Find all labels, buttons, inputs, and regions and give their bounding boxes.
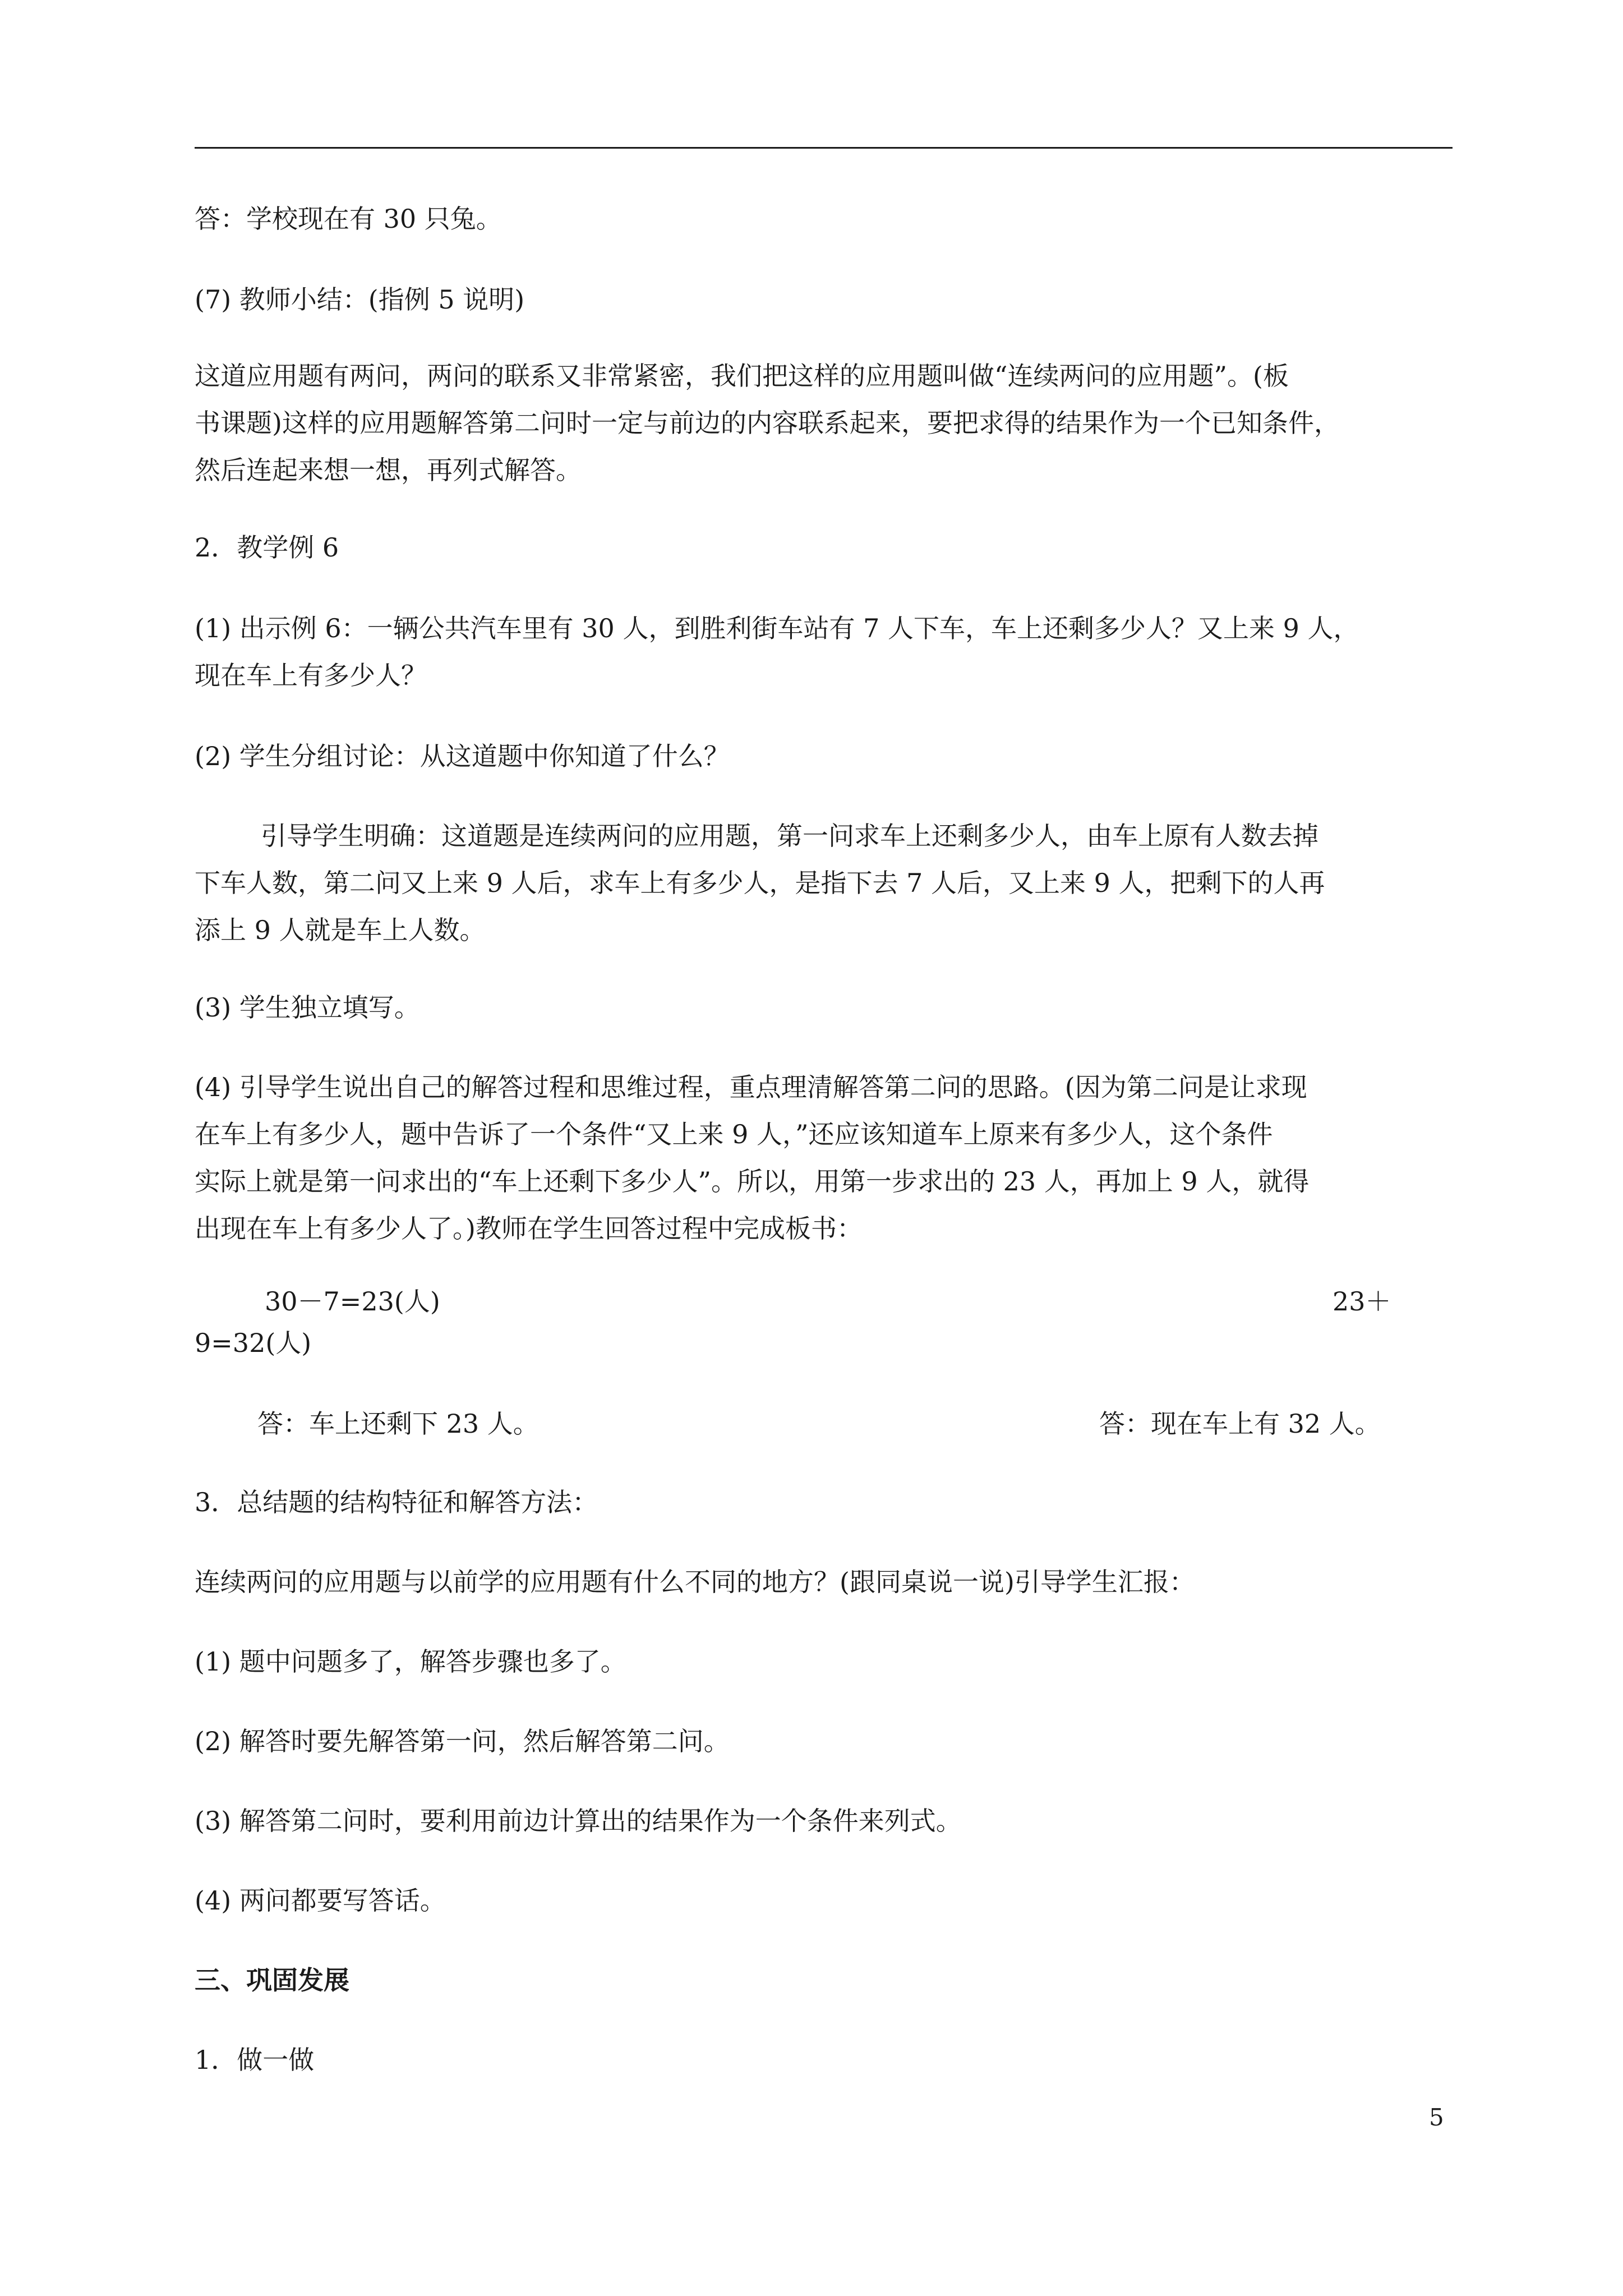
- answer-rabbits: 答：学校现在有 30 只兔。: [195, 204, 502, 234]
- section-title: 三、巩固发展: [195, 1965, 349, 1995]
- section-heading: 2．教学例 6: [195, 532, 339, 563]
- paragraph-line: (3) 学生独立填写。: [195, 992, 420, 1023]
- list-item: (3) 解答第二问时，要利用前边计算出的结果作为一个条件来列式。: [195, 1806, 962, 1836]
- answer-1: 答：车上还剩下 23 人。: [257, 1409, 539, 1439]
- paragraph-line: (2) 学生分组讨论：从这道题中你知道了什么？: [195, 741, 730, 771]
- section-heading: 3．总结题的结构特征和解答方法：: [195, 1487, 598, 1517]
- list-item: (4) 两问都要写答话。: [195, 1885, 446, 1916]
- equation-2-end: 9=32(人): [195, 1328, 312, 1358]
- paragraph-line: 然后连起来想一想，再列式解答。: [195, 455, 582, 485]
- paragraph-line: 连续两问的应用题与以前学的应用题有什么不同的地方？(跟同桌说一说)引导学生汇报：: [195, 1567, 1195, 1597]
- section-heading: 1．做一做: [195, 2045, 315, 2075]
- paragraph-line: 添上 9 人就是车上人数。: [195, 915, 486, 945]
- list-item: (1) 题中问题多了，解答步骤也多了。: [195, 1646, 626, 1677]
- paragraph-line: 出现在车上有多少人了。)教师在学生回答过程中完成板书：: [195, 1213, 863, 1244]
- list-item: (2) 解答时要先解答第一问，然后解答第二问。: [195, 1726, 730, 1756]
- answer-2: 答：现在车上有 32 人。: [1099, 1409, 1381, 1439]
- paragraph-line: 引导学生明确：这道题是连续两问的应用题，第一问求车上还剩多少人，由车上原有人数去掉: [261, 821, 1318, 851]
- paragraph-line: 下车人数，第二问又上来 9 人后，求车上有多少人，是指下去 7 人后，又上来 9 人，把剩下的人再: [195, 868, 1325, 898]
- paragraph-line: 这道应用题有两问，两问的联系又非常紧密，我们把这样的应用题叫做“连续两问的应用题”。(板: [195, 361, 1289, 391]
- header-rule: [195, 147, 1453, 149]
- page-number: 5: [1429, 2104, 1444, 2131]
- step-7-heading: (7) 教师小结：(指例 5 说明): [195, 284, 525, 315]
- equation-2-start: 23＋: [1332, 1286, 1391, 1317]
- paragraph-line: (4) 引导学生说出自己的解答过程和思维过程，重点理清解答第二问的思路。(因为第二问是让求现: [195, 1072, 1307, 1102]
- paragraph-line: 书课题)这样的应用题解答第二问时一定与前边的内容联系起来，要把求得的结果作为一个已知条件，: [195, 408, 1340, 438]
- paragraph-line: 实际上就是第一问求出的“车上还剩下多少人”。所以，用第一步求出的 23 人，再加上 9 人，就得: [195, 1166, 1310, 1197]
- paragraph-line: 在车上有多少人，题中告诉了一个条件“又上来 9 人，”还应该知道车上原来有多少人，这个条件: [195, 1119, 1273, 1149]
- paragraph-line: 现在车上有多少人？: [195, 660, 427, 691]
- paragraph-line: (1) 出示例 6：一辆公共汽车里有 30 人，到胜利街车站有 7 人下车，车上还剩多少人？又上来 9 人，: [195, 613, 1359, 643]
- equation-1: 30－7=23(人): [265, 1286, 440, 1317]
